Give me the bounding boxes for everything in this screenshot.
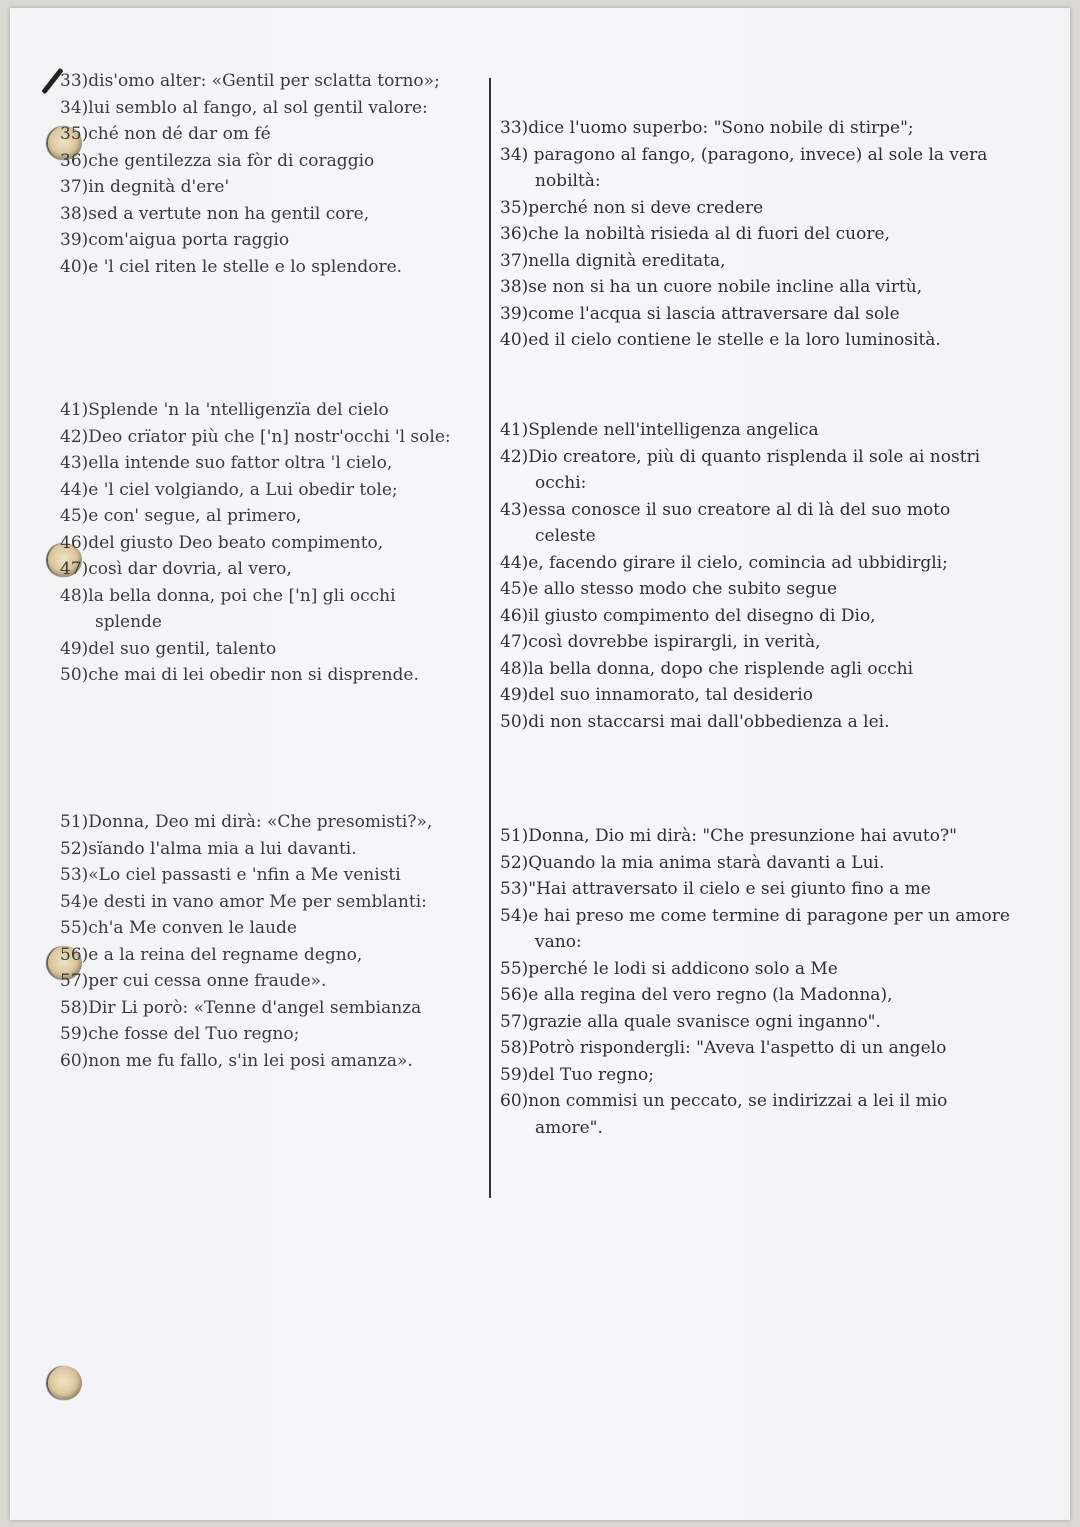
paraphrase-line: 39)come l'acqua si lascia attraversare dal sole	[500, 303, 900, 324]
verse-line: 58)Dir Li porò: «Tenne d'angel sembianza	[60, 997, 422, 1018]
paraphrase-line: 59)del Tuo regno;	[500, 1064, 654, 1085]
stanza-block	[60, 809, 460, 1074]
verse-line: 38)sed a vertute non ha gentil core,	[60, 203, 370, 224]
verse-line: 53)«Lo ciel passasti e 'nfin a Me venisti	[60, 865, 401, 885]
verse-line: 41)Splende 'n la 'ntelligenzïa del cielo	[60, 400, 389, 420]
verse-line: 36)che gentilezza sia fòr di coraggio	[60, 150, 375, 171]
stanza-block	[60, 68, 460, 280]
punch-hole	[48, 1366, 82, 1400]
paraphrase-line: 53)"Hai attraversato il cielo e sei giunto fino a me	[500, 879, 931, 899]
paraphrase-block	[500, 115, 1010, 354]
verse-line: 56)e a la reina del regname degno,	[60, 944, 363, 965]
paraphrase-line: 56)e alla regina del vero regno (la Madonna),	[500, 985, 893, 1005]
paraphrase-line: 36)che la nobiltà risieda al di fuori del cuore,	[500, 224, 890, 244]
paraphrase-line: 60)non commisi un peccato, se indirizzai a lei il mio amore".	[500, 1091, 948, 1138]
paraphrase-line: 37)nella dignità ereditata,	[500, 250, 726, 271]
verse-line: 47)così dar dovria, al vero,	[60, 559, 292, 579]
paraphrase-line: 57)grazie alla quale svanisce ogni inganno".	[500, 1011, 881, 1032]
verse-line: 54)e desti in vano amor Me per semblanti:	[60, 891, 427, 912]
verse-line: 55)ch'a Me conven le laude	[60, 918, 297, 938]
paraphrase-line: 34) paragono al fango, (paragono, invece) al sole la vera nobiltà:	[500, 144, 988, 191]
paraphrase-line: 43)essa conosce il suo creatore al di là del suo moto celeste	[500, 499, 951, 546]
verse-line: 59)che fosse del Tuo regno;	[60, 1024, 300, 1044]
verse-line: 34)lui semblo al fango, al sol gentil valore:	[60, 97, 428, 118]
paraphrase-line: 52)Quando la mia anima starà davanti a Lui.	[500, 852, 885, 873]
verse-line: 40)e 'l ciel riten le stelle e lo splendore.	[60, 256, 403, 277]
paraphrase-line: 49)del suo innamorato, tal desiderio	[500, 685, 813, 705]
paraphrase-line: 41)Splende nell'intelligenza angelica	[500, 420, 819, 440]
paraphrase-block	[500, 823, 1010, 1141]
verse-line: 52)sïando l'alma mia a lui davanti.	[60, 838, 357, 859]
verse-line: 44)e 'l ciel volgiando, a Lui obedir tole;	[60, 479, 398, 500]
verse-line: 48)la bella donna, poi che ['n] gli occhi splende	[60, 585, 396, 632]
verse-line: 49)del suo gentil, talento	[60, 638, 277, 659]
stanza-block	[60, 397, 460, 689]
paraphrase-line: 38)se non si ha un cuore nobile incline alla virtù,	[500, 277, 923, 297]
paraphrase-line: 55)perché le lodi si addicono solo a Me	[500, 958, 838, 979]
column-divider	[489, 78, 491, 1198]
paraphrase-line: 33)dice l'uomo superbo: "Sono nobile di stirpe";	[500, 118, 914, 138]
paraphrase-line: 42)Dio creatore, più di quanto risplenda il sole ai nostri occhi:	[500, 446, 981, 493]
paraphrase-block	[500, 417, 1010, 735]
paraphrase-line: 47)così dovrebbe ispirargli, in verità,	[500, 632, 821, 652]
paraphrase-line: 50)di non staccarsi mai dall'obbedienza a lei.	[500, 711, 890, 732]
paraphrase-line: 35)perché non si deve credere	[500, 197, 764, 218]
paraphrase-line: 51)Donna, Dio mi dirà: "Che presunzione hai avuto?"	[500, 826, 957, 846]
paraphrase-line: 58)Potrò rispondergli: "Aveva l'aspetto di un angelo	[500, 1038, 947, 1058]
verse-line: 39)com'aigua porta raggio	[60, 230, 290, 250]
verse-line: 43)ella intende suo fattor oltra 'l cielo,	[60, 453, 393, 473]
paraphrase-line: 48)la bella donna, dopo che risplende agli occhi	[500, 658, 914, 679]
verse-line: 37)in degnità d'ere'	[60, 177, 230, 197]
paraphrase-line: 54)e hai preso me come termine di paragone per un amore vano:	[500, 905, 1010, 952]
paraphrase-line: 40)ed il cielo contiene le stelle e la loro luminosità.	[500, 330, 941, 350]
verse-line: 46)del giusto Deo beato compimento,	[60, 532, 384, 553]
verse-line: 57)per cui cessa onne fraude».	[60, 971, 327, 991]
verse-line: 50)che mai di lei obedir non si disprende.	[60, 665, 419, 685]
verse-line: 60)non me fu fallo, s'in lei posi amanza».	[60, 1050, 413, 1071]
verse-line: 45)e con' segue, al primero,	[60, 506, 302, 526]
verse-line: 51)Donna, Deo mi dirà: «Che presomisti?»,	[60, 812, 433, 832]
verse-line: 42)Deo crïator più che ['n] nostr'occhi 'l sole:	[60, 426, 451, 447]
verse-line: 35)ché non dé dar om fé	[60, 124, 271, 144]
paraphrase-line: 44)e, facendo girare il cielo, comincia ad ubbidirgli;	[500, 552, 948, 573]
verse-line: 33)dis'omo alter: «Gentil per sclatta torno»;	[60, 71, 440, 91]
paraphrase-line: 45)e allo stesso modo che subito segue	[500, 579, 838, 599]
paraphrase-line: 46)il giusto compimento del disegno di Dio,	[500, 605, 876, 626]
